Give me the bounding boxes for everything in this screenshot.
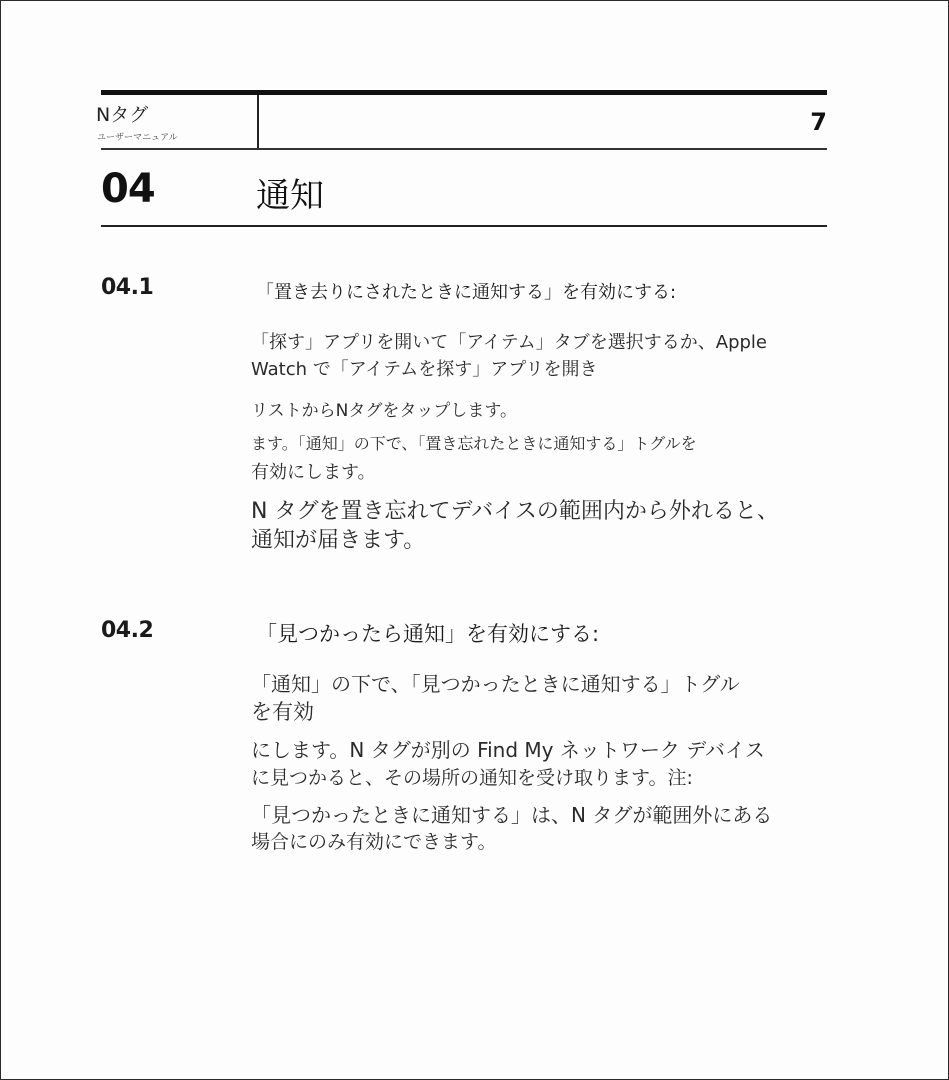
paragraph-line: 場合にのみ有効にできます。 — [251, 831, 497, 853]
document-title: Nタグ — [96, 104, 149, 126]
paragraph-line: Watch で「アイテムを探す」アプリを開き — [251, 359, 598, 380]
paragraph-line: 有効にします。 — [251, 462, 376, 483]
chapter-rule — [101, 225, 827, 227]
paragraph-line: 「通知」の下で、「見つかったときに通知する」トグル — [251, 672, 740, 696]
paragraph-line: リストからNタグをタップします。 — [251, 401, 518, 421]
header-divider — [257, 95, 259, 150]
paragraph-line: ます。「通知」の下で、「置き忘れたときに通知する」トグルを — [251, 434, 697, 453]
document-subtitle: ユーザーマニュアル — [97, 133, 178, 143]
header-bottom-rule — [101, 148, 827, 150]
section-number: 04.2 — [101, 618, 154, 643]
paragraph-line: 通知が届きます。 — [251, 528, 426, 553]
page-number: 7 — [810, 108, 827, 136]
paragraph-line: N タグを置き忘れてデバイスの範囲内から外れると、 — [251, 499, 779, 524]
top-rule — [101, 90, 827, 95]
chapter-number: 04 — [101, 166, 155, 212]
paragraph-line: を有効 — [251, 700, 314, 724]
section-heading: 「置き去りにされたときに通知する」を有効にする: — [256, 282, 677, 303]
paragraph-line: にします。N タグが別の Find My ネットワーク デバイス — [251, 738, 765, 762]
section-heading: 「見つかったら通知」を有効にする: — [256, 622, 600, 646]
paragraph-line: 「見つかったときに通知する」は、N タグが範囲外にある — [251, 803, 773, 827]
chapter-title: 通知 — [256, 176, 324, 216]
paragraph-line: に見つかると、その場所の通知を受け取ります。注: — [251, 767, 693, 789]
paragraph-line: 「探す」アプリを開いて「アイテム」タブを選択するか、Apple — [251, 332, 767, 353]
section-number: 04.1 — [101, 275, 154, 300]
